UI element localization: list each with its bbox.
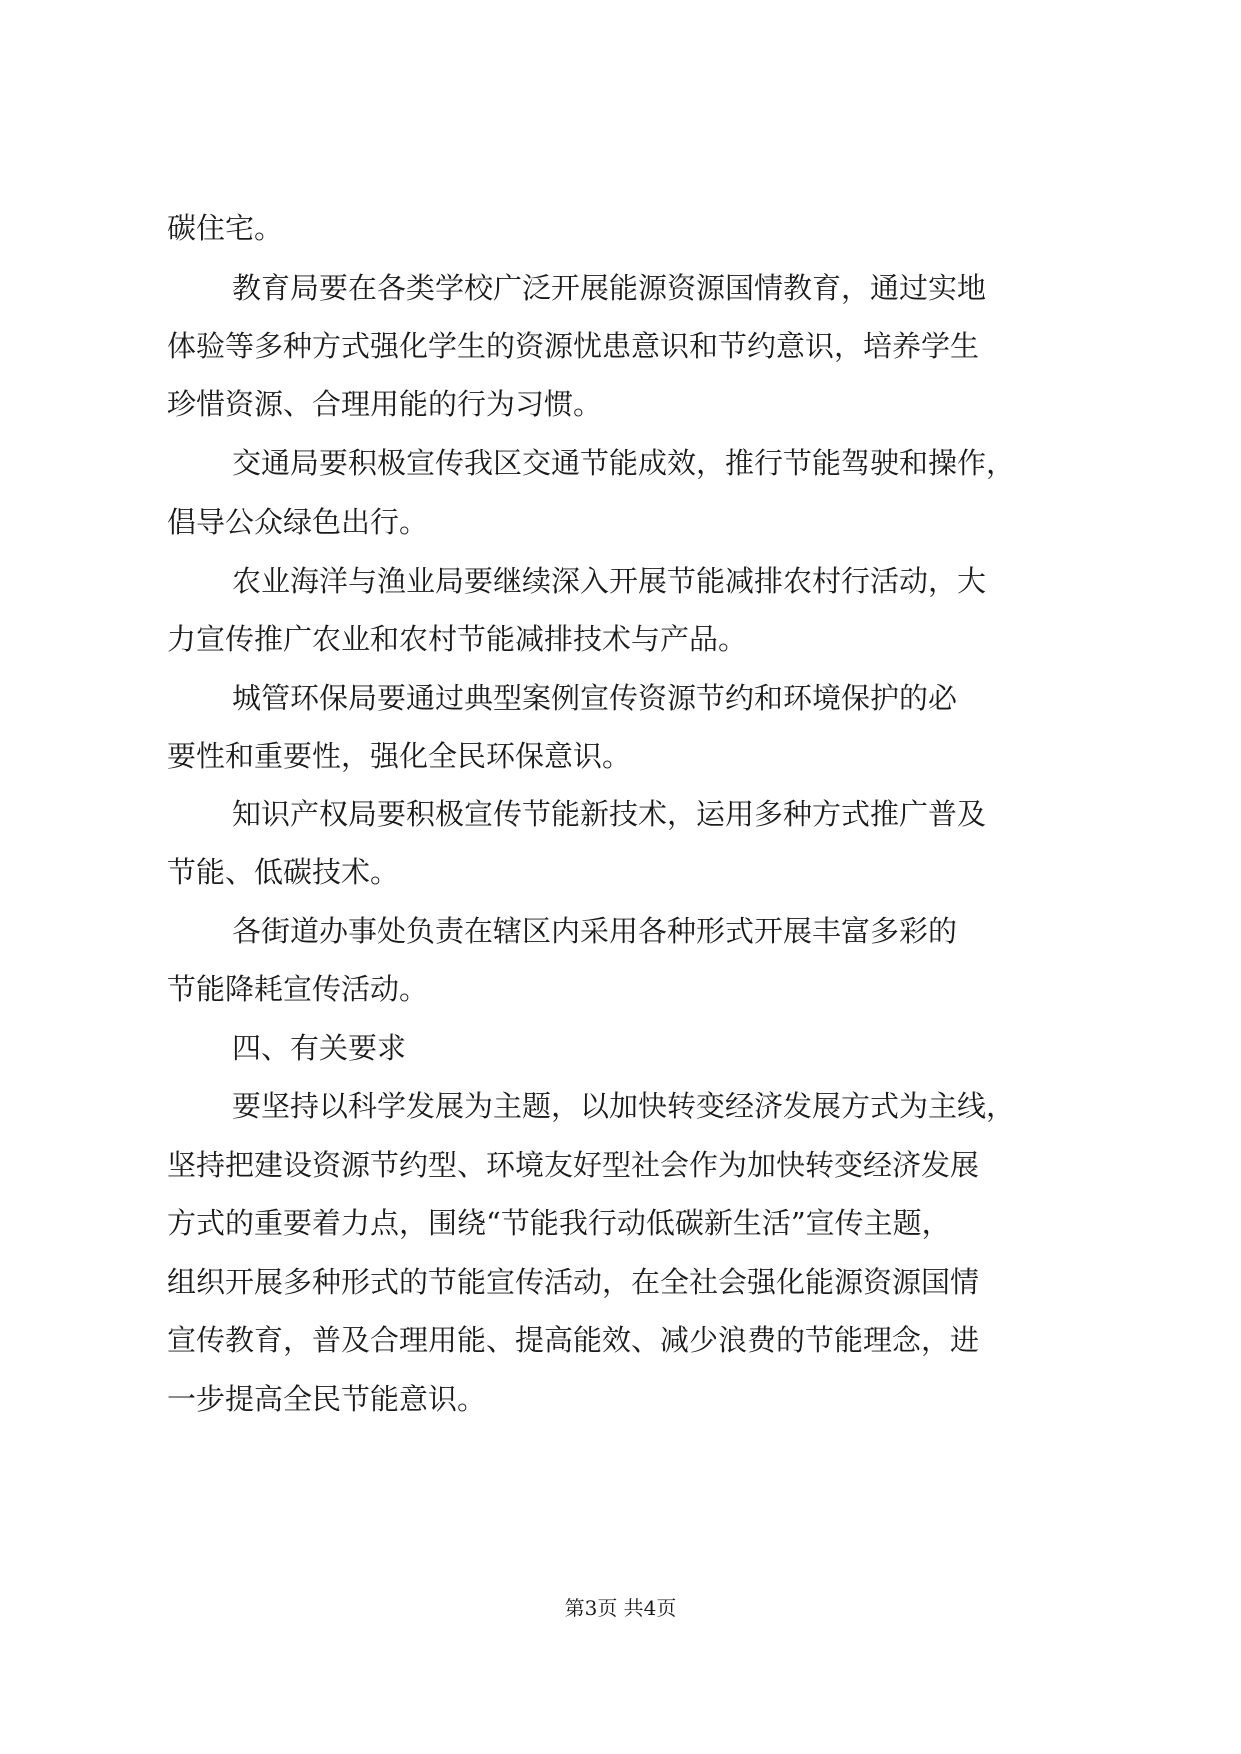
paragraph-requirements-line: 要坚持以科学发展为主题，以加快转变经济发展方式为主线， xyxy=(232,1089,1016,1123)
paragraph-education-line: 体验等多种方式强化学生的资源忧患意识和节约意识，培养学生 xyxy=(167,329,980,363)
paragraph-ip-line: 节能、低碳技术。 xyxy=(167,855,400,889)
paragraph-street-line: 各街道办事处负责在辖区内采用各种形式开展丰富多彩的 xyxy=(232,914,958,948)
paragraph-transport-line: 交通局要积极宣传我区交通节能成效，推行节能驾驶和操作， xyxy=(232,446,1016,480)
paragraph-urban-line: 城管环保局要通过典型案例宣传资源节约和环境保护的必 xyxy=(232,681,958,715)
section-heading: 四、有关要求 xyxy=(232,1031,407,1065)
page-number-footer: 第3页 共4页 xyxy=(564,1596,677,1620)
paragraph-requirements-line: 宣传教育，普及合理用能、提高能效、减少浪费的节能理念，进 xyxy=(167,1323,980,1357)
paragraph-requirements-line: 一步提高全民节能意识。 xyxy=(167,1382,487,1416)
paragraph-requirements-line: 组织开展多种形式的节能宣传活动，在全社会强化能源资源国情 xyxy=(167,1265,980,1299)
paragraph-requirements-line: 方式的重要着力点，围绕“节能我行动低碳新生活”宣传主题， xyxy=(167,1206,951,1240)
paragraph-education-line: 教育局要在各类学校广泛开展能源资源国情教育，通过实地 xyxy=(232,271,987,305)
paragraph-transport-line: 倡导公众绿色出行。 xyxy=(167,505,429,539)
paragraph-ip-line: 知识产权局要积极宣传节能新技术，运用多种方式推广普及 xyxy=(232,797,987,831)
paragraph-street-line: 节能降耗宣传活动。 xyxy=(167,972,429,1006)
paragraph-urban-line: 要性和重要性，强化全民环保意识。 xyxy=(167,739,632,773)
paragraph-agriculture-line: 力宣传推广农业和农村节能减排技术与产品。 xyxy=(167,622,748,656)
paragraph-agriculture-line: 农业海洋与渔业局要继续深入开展节能减排农村行活动，大 xyxy=(232,564,987,598)
paragraph-education-line: 珍惜资源、合理用能的行为习惯。 xyxy=(167,387,603,421)
paragraph-requirements-line: 坚持把建设资源节约型、环境友好型社会作为加快转变经济发展 xyxy=(167,1148,980,1182)
text-line: 碳住宅。 xyxy=(167,211,284,245)
